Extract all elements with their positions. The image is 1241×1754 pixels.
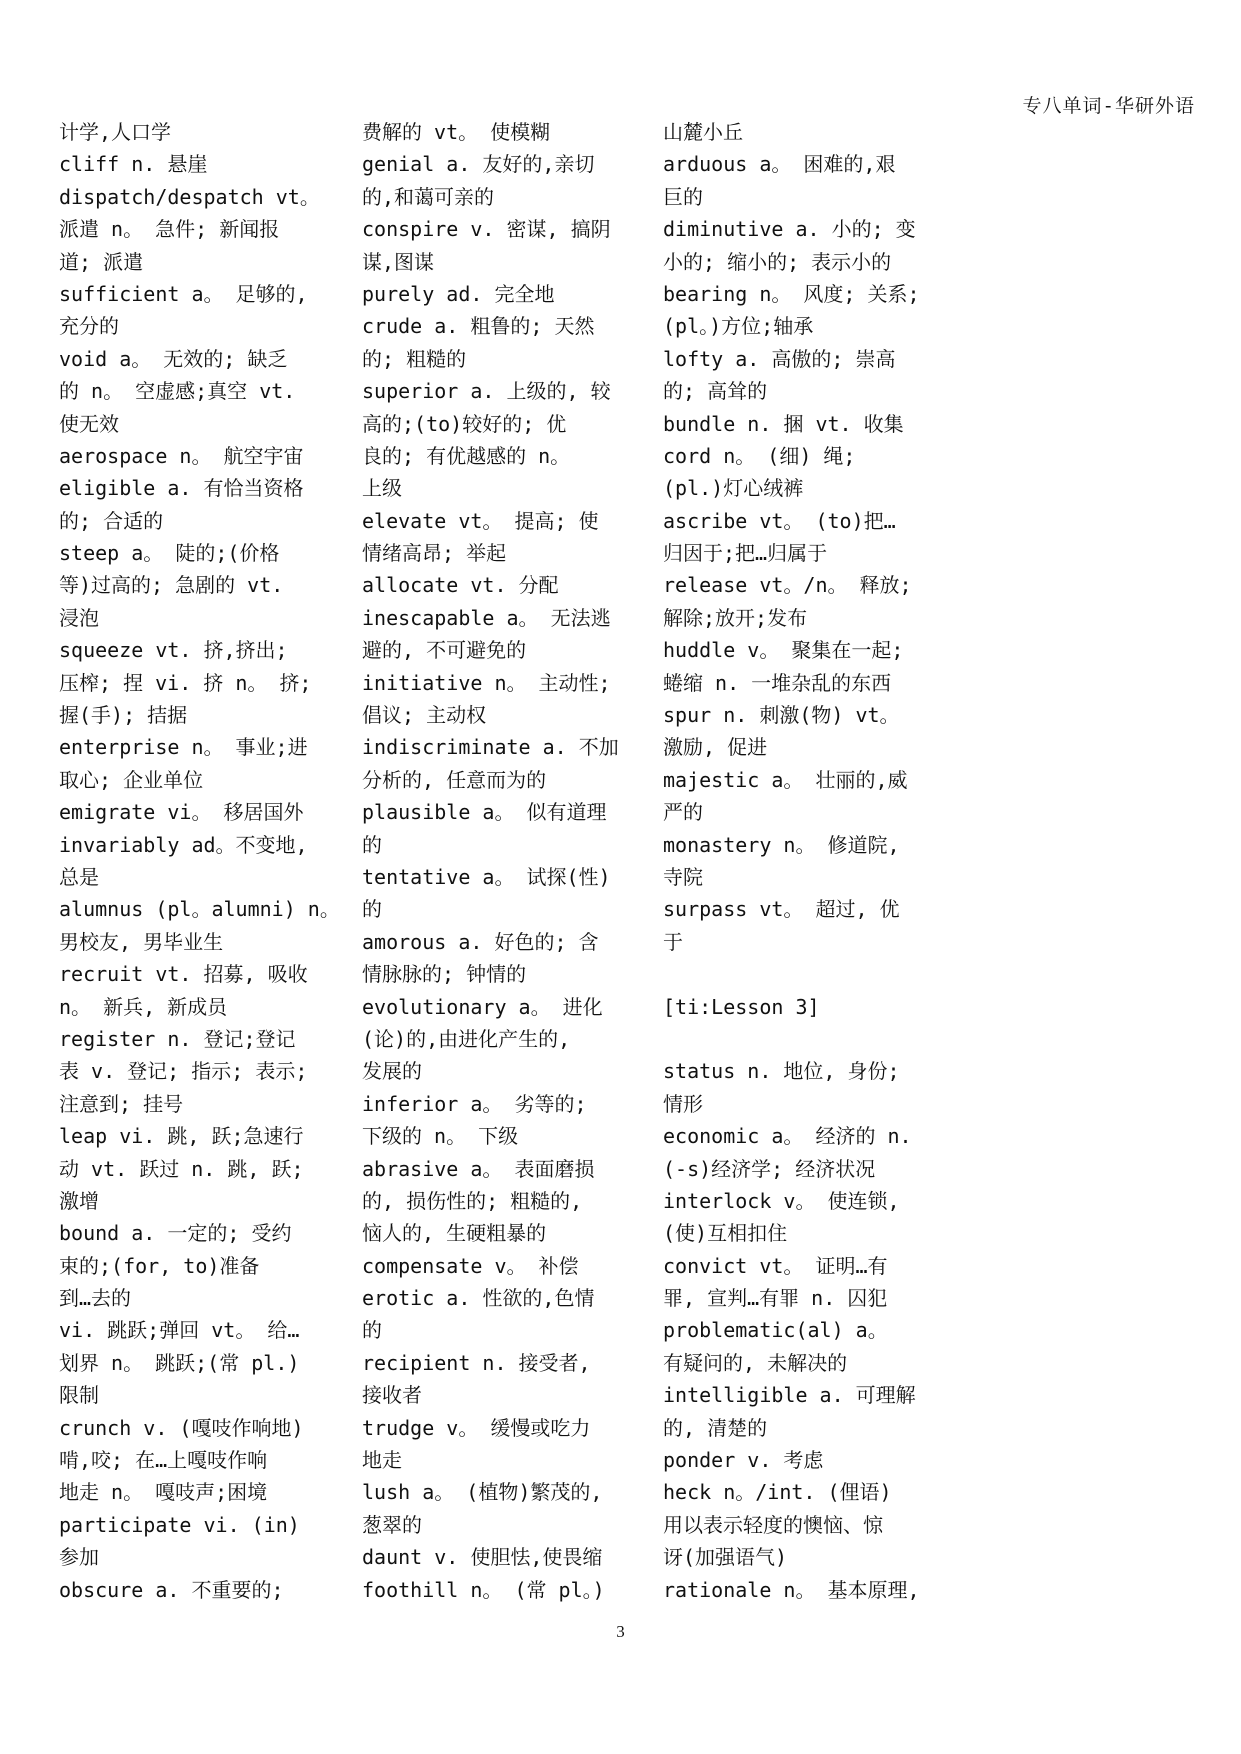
vocab-line: evolutionary a。 进化 xyxy=(362,994,603,1019)
vocab-line: cord n。 (细) 绳; xyxy=(663,443,856,468)
vocab-line: genial a. 友好的,亲切 xyxy=(362,152,595,177)
vocab-line: 到…去的 xyxy=(59,1286,132,1311)
vocab-line: 派遣 n。 急件; 新闻报 xyxy=(59,217,280,242)
vocab-line: 男校友, 男毕业生 xyxy=(59,929,224,954)
vocab-line: [ti:Lesson 3] xyxy=(663,994,820,1019)
vocab-line: 取心; 企业单位 xyxy=(59,767,204,792)
vocab-line: void a。 无效的; 缺乏 xyxy=(59,346,288,371)
vocab-line: inescapable a。 无法逃 xyxy=(362,605,611,630)
vocab-line: superior a. 上级的, 较 xyxy=(362,379,611,404)
vocab-line: inferior a。 劣等的; xyxy=(362,1091,587,1116)
vocab-line: 良的; 有优越感的 n。 xyxy=(362,443,571,468)
vocab-line: ascribe vt。 (to)把… xyxy=(663,508,896,533)
vocab-line: monastery n。 修道院, xyxy=(663,832,900,857)
vocab-line: 讶(加强语气) xyxy=(663,1545,788,1570)
vocab-line: 限制 xyxy=(59,1383,99,1408)
vocab-line: vi. 跳跃;弹回 vt。 给… xyxy=(59,1318,300,1343)
vocab-line: 分析的, 任意而为的 xyxy=(362,767,547,792)
vocab-line: 的 xyxy=(362,832,382,857)
vocab-line: aerospace n。 航空宇宙 xyxy=(59,443,304,468)
vocab-line: majestic a。 壮丽的,威 xyxy=(663,767,908,792)
vocab-line: elevate vt。 提高; 使 xyxy=(362,508,599,533)
vocab-line: alumnus (pl。alumni) n。 xyxy=(59,897,340,922)
vocab-line: 罪, 宣判…有罪 n. 囚犯 xyxy=(663,1286,888,1311)
vocab-line: daunt v. 使胆怯,使畏缩 xyxy=(362,1545,603,1570)
vocab-line: rationale n。 基本原理, xyxy=(663,1577,920,1602)
vocab-line: (-s)经济学; 经济状况 xyxy=(663,1156,876,1181)
vocab-line: lush a。 (植物)繁茂的, xyxy=(362,1480,603,1505)
vocab-line: 浸泡 xyxy=(59,605,99,630)
vocab-line: 参加 xyxy=(59,1545,99,1570)
vocab-line: 谋,图谋 xyxy=(362,249,435,274)
vocab-line: (pl.)灯心绒裤 xyxy=(663,476,804,501)
vocab-line: 小的; 缩小的; 表示小的 xyxy=(663,249,892,274)
vocab-line: 的; 粗糙的 xyxy=(362,346,467,371)
vocab-line: recipient n. 接受者, xyxy=(362,1350,591,1375)
vocab-line: 蜷缩 n. 一堆杂乱的东西 xyxy=(663,670,892,695)
vocab-line xyxy=(663,1023,963,1055)
vocab-line: n。 新兵, 新成员 xyxy=(59,994,228,1019)
column-3 xyxy=(663,116,963,1606)
vocab-line: 寺院 xyxy=(663,864,703,889)
vocab-line: steep a。 陡的;(价格 xyxy=(59,541,280,566)
vocab-line: purely ad. 完全地 xyxy=(362,281,555,306)
vocab-line: interlock v。 使连锁, xyxy=(663,1188,900,1213)
vocab-line: problematic(al) a。 xyxy=(663,1318,888,1343)
vocab-line: eligible a. 有恰当资格 xyxy=(59,476,304,501)
vocab-line: 葱翠的 xyxy=(362,1512,422,1537)
vocab-line: conspire v. 密谋, 搞阴 xyxy=(362,217,611,242)
vocab-line: 高的;(to)较好的; 优 xyxy=(362,411,567,436)
vocab-line: tentative a。 试探(性) xyxy=(362,864,611,889)
vocab-line: trudge v。 缓慢或吃力 xyxy=(362,1415,591,1440)
vocab-line: 归因于;把…归属于 xyxy=(663,541,828,566)
vocab-line: economic a。 经济的 n. xyxy=(663,1124,912,1149)
vocab-line: 表 v. 登记; 指示; 表示; xyxy=(59,1059,308,1084)
vocab-line: 地走 n。 嘎吱声;困境 xyxy=(59,1480,268,1505)
vocab-line: compensate v。 补偿 xyxy=(362,1253,579,1278)
vocab-line: initiative n。 主动性; xyxy=(362,670,611,695)
vocab-line: 巨的 xyxy=(663,184,703,209)
vocab-line: 地走 xyxy=(362,1448,402,1473)
vocab-line: 划界 n。 跳跃;(常 pl.) xyxy=(59,1350,300,1375)
vocab-line: abrasive a。 表面磨损 xyxy=(362,1156,595,1181)
vocab-line: 计学,人口学 xyxy=(59,120,172,144)
vocab-line: 束的;(for, to)准备 xyxy=(59,1253,260,1278)
vocab-line: 的, 清楚的 xyxy=(663,1415,768,1440)
vocab-line: squeeze vt. 挤,挤出; xyxy=(59,638,288,663)
vocab-line: recruit vt. 招募, 吸收 xyxy=(59,962,308,987)
vocab-line: (论)的,由进化产生的, xyxy=(362,1026,571,1051)
vocab-line: emigrate vi。 移居国外 xyxy=(59,800,304,825)
vocab-line: 的 xyxy=(362,897,382,922)
vocab-line: 山麓小丘 xyxy=(663,120,743,144)
vocab-line: 使无效 xyxy=(59,411,119,436)
vocab-line: 发展的 xyxy=(362,1059,422,1084)
vocab-line: surpass vt。 超过, 优 xyxy=(663,897,900,922)
vocab-line: crunch v. (嘎吱作响地) xyxy=(59,1415,304,1440)
vocab-line: 握(手); 拮据 xyxy=(59,703,188,728)
vocab-line: 的 xyxy=(362,1318,382,1343)
column-1 xyxy=(59,116,349,1606)
vocab-line: obscure a. 不重要的; xyxy=(59,1577,284,1602)
vocab-line: 倡议; 主动权 xyxy=(362,703,487,728)
vocab-line: 的; 合适的 xyxy=(59,508,164,533)
vocab-line: (pl。)方位;轴承 xyxy=(663,314,814,339)
vocab-line: 激增 xyxy=(59,1188,99,1213)
vocab-line: convict vt。 证明…有 xyxy=(663,1253,888,1278)
vocab-line: bundle n. 捆 vt. 收集 xyxy=(663,411,904,436)
vocab-line: 的 n。 空虚感;真空 vt. xyxy=(59,379,296,404)
vocab-line: cliff n. 悬崖 xyxy=(59,152,208,177)
vocab-line: indiscriminate a. 不加 xyxy=(362,735,619,760)
vocab-line: enterprise n。 事业;进 xyxy=(59,735,308,760)
vocab-line: 情绪高昂; 举起 xyxy=(362,541,507,566)
vocab-line: 上级 xyxy=(362,476,402,501)
column-2 xyxy=(362,116,652,1606)
vocab-line: status n. 地位, 身份; xyxy=(663,1059,900,1084)
vocab-line: 动 vt. 跃过 n. 跳, 跃; xyxy=(59,1156,304,1181)
vocab-line: bound a. 一定的; 受约 xyxy=(59,1221,292,1246)
vocab-line: 严的 xyxy=(663,800,703,825)
vocab-line: dispatch/despatch vt。 xyxy=(59,184,320,209)
vocab-line: leap vi. 跳, 跃;急速行 xyxy=(59,1124,304,1149)
vocab-line: 的; 高耸的 xyxy=(663,379,768,404)
vocab-line: 接收者 xyxy=(362,1383,422,1408)
vocab-line: 于 xyxy=(663,929,683,954)
vocab-line: diminutive a. 小的; 变 xyxy=(663,217,916,242)
vocab-line: spur n. 刺激(物) vt。 xyxy=(663,703,900,728)
vocab-line: 激励, 促进 xyxy=(663,735,768,760)
page-header: 专八单词-华研外语 xyxy=(1022,95,1195,117)
vocab-line: crude a. 粗鲁的; 天然 xyxy=(362,314,595,339)
vocab-line: 的, 损伤性的; 粗糙的, xyxy=(362,1188,583,1213)
vocab-line: release vt。/n。 释放; xyxy=(663,573,912,598)
vocab-line: arduous a。 困难的,艰 xyxy=(663,152,896,177)
vocab-line: 的,和蔼可亲的 xyxy=(362,184,495,209)
vocab-line: 费解的 vt。 使模糊 xyxy=(362,120,551,144)
vocab-line: 总是 xyxy=(59,864,99,889)
vocab-line: register n. 登记;登记 xyxy=(59,1026,296,1051)
vocab-line: (使)互相扣住 xyxy=(663,1221,788,1246)
vocab-line: foothill n。 (常 pl。) xyxy=(362,1577,605,1602)
vocab-line: 下级的 n。 下级 xyxy=(362,1124,519,1149)
vocab-line: lofty a. 高傲的; 崇高 xyxy=(663,346,896,371)
vocab-line: 啃,咬; 在…上嘎吱作响 xyxy=(59,1448,268,1473)
vocab-line: 恼人的, 生硬粗暴的 xyxy=(362,1221,547,1246)
vocab-line: amorous a. 好色的; 含 xyxy=(362,929,599,954)
vocab-line: plausible a。 似有道理 xyxy=(362,800,607,825)
vocab-line: invariably ad。不变地, xyxy=(59,832,308,857)
vocab-line: intelligible a. 可理解 xyxy=(663,1383,916,1408)
vocab-line: 等)过高的; 急剧的 vt. xyxy=(59,573,284,598)
vocab-line: erotic a. 性欲的,色情 xyxy=(362,1286,595,1311)
vocab-line: 压榨; 捏 vi. 挤 n。 挤; xyxy=(59,670,312,695)
vocab-line: ponder v. 考虑 xyxy=(663,1448,824,1473)
vocab-line: huddle v。 聚集在一起; xyxy=(663,638,904,663)
vocab-line: allocate vt. 分配 xyxy=(362,573,559,598)
vocab-line: participate vi. (in) xyxy=(59,1512,300,1537)
vocab-line: 有疑问的, 未解决的 xyxy=(663,1350,848,1375)
vocab-line: heck n。/int. (俚语) xyxy=(663,1480,892,1505)
vocab-line: 避的, 不可避免的 xyxy=(362,638,527,663)
vocab-line: 注意到; 挂号 xyxy=(59,1091,184,1116)
vocab-line: 用以表示轻度的懊恼、惊 xyxy=(663,1512,883,1537)
vocab-line: 情形 xyxy=(663,1091,703,1116)
vocab-line: 解除;放开;发布 xyxy=(663,605,808,630)
page-number: 3 xyxy=(616,1622,625,1641)
vocab-line: 道; 派遣 xyxy=(59,249,144,274)
vocab-line: 充分的 xyxy=(59,314,119,339)
vocab-line: sufficient a。 足够的, xyxy=(59,281,308,306)
vocab-line xyxy=(663,958,963,990)
vocab-line: bearing n。 风度; 关系; xyxy=(663,281,920,306)
vocab-line: 情脉脉的; 钟情的 xyxy=(362,962,527,987)
